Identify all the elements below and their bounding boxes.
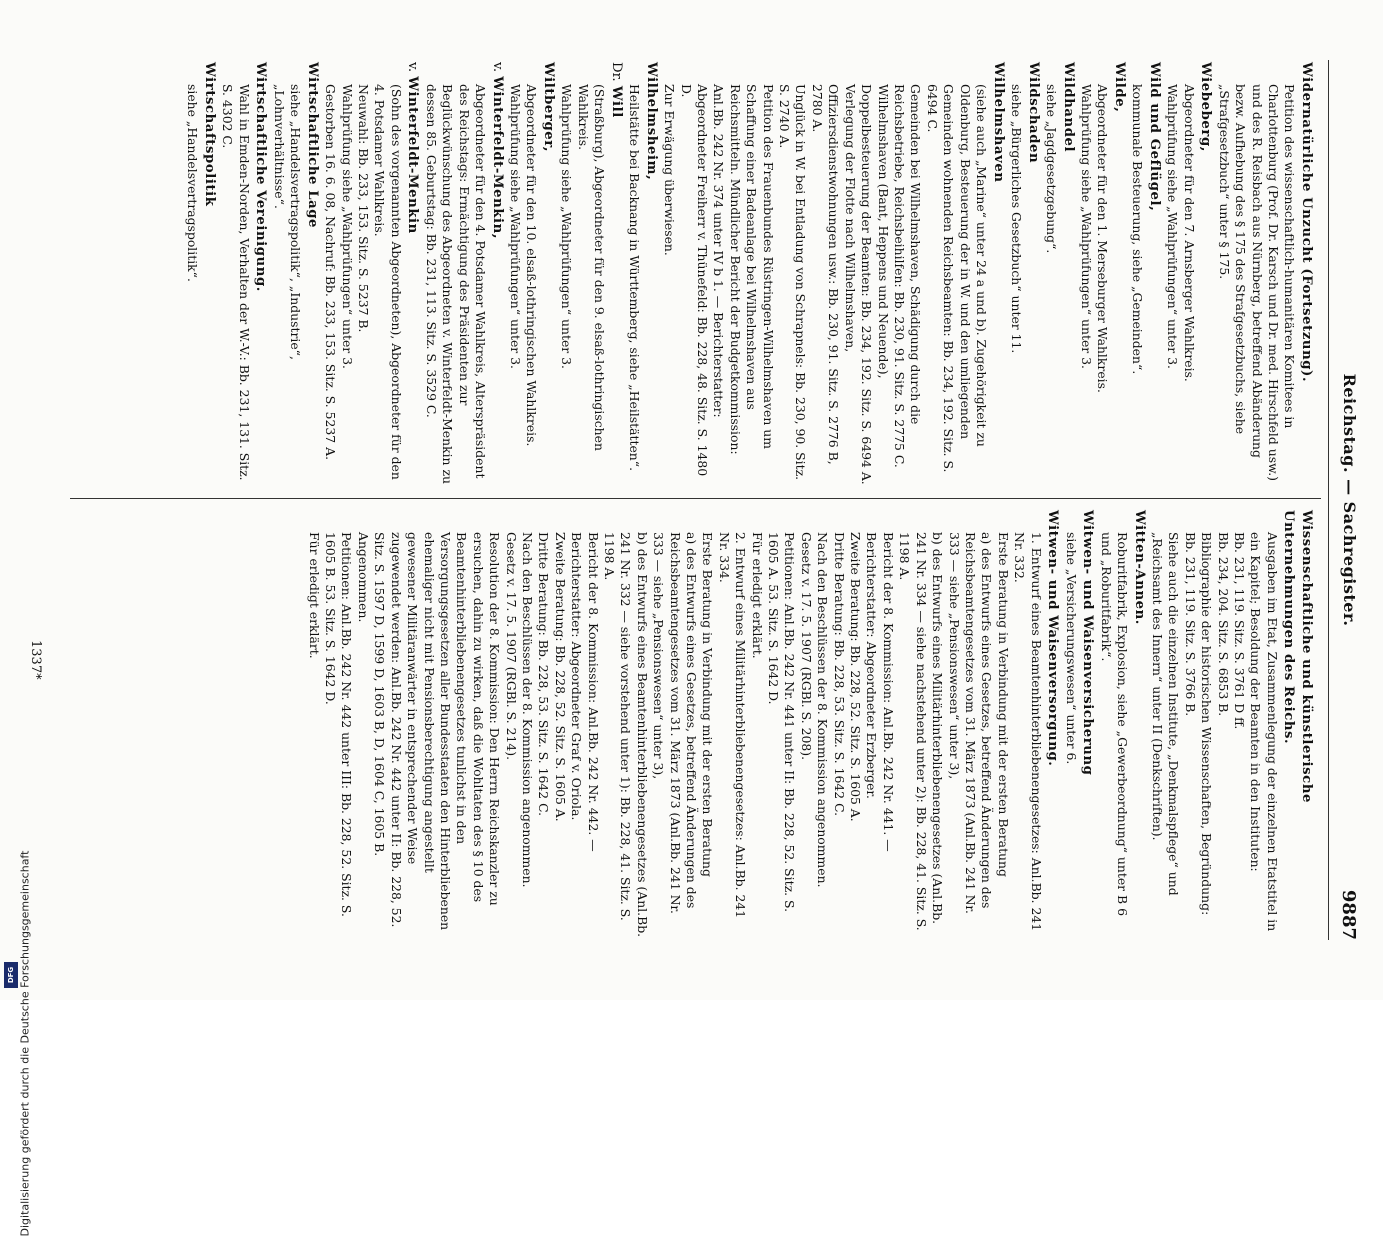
entry-line: b) des Entwurfs eines Militärhinterbliebenengesetzes (Anl.Bb. 241 Nr. 334 — siehe nachstehend unter 2): Bb. 228, 41. Sitz. S. 1198 A. [897, 532, 946, 931]
entry-line: a) des Entwurfs eines Gesetzes, betreffend Änderungen des Reichsbeamtengesetzes vom 31. März 1873 (Anl.Bb. 241 Nr. 333 — siehe „Pensionswesen“ unter 3), [946, 532, 995, 914]
entry-line: kommunale Besteuerung, siehe „Gemeinden“. [1130, 84, 1146, 375]
index-entry [219, 62, 269, 487]
entry-line: Erste Beratung in Verbindung mit der ersten Beratung [995, 532, 1011, 877]
index-entry [1078, 62, 1128, 487]
entry-line: Heilstätte bei Backnang in Württemberg, siehe „Heilstätten“. [627, 84, 643, 472]
entry-line: siehe „Jagdgesetzgebung“. [1043, 84, 1059, 254]
page-number: 9887 [1338, 889, 1359, 940]
index-entry [507, 62, 557, 487]
entry-line: Wahlprüfung siehe „Wahlprüfungen“ unter 3. [508, 84, 524, 369]
entry-line: Bb. 234, 204. Sitz. S. 6853 B. [1215, 532, 1231, 717]
index-entry [558, 62, 625, 487]
entry-headword: Wirtschaftspolitik [201, 62, 217, 207]
entry-headword: Wirtschaftliche Vereinigung. [253, 62, 269, 292]
entry-line: Zur Erwägung überwiesen. [662, 84, 678, 256]
entry-first-line [989, 62, 1007, 487]
entry-first-line [1130, 510, 1148, 938]
entry-line: Gesetz v. 17. 5. 1907 (RGBl. S. 208). [798, 532, 814, 761]
index-entry [661, 62, 1007, 487]
index-entry [422, 62, 505, 487]
index-entry [1129, 62, 1163, 487]
entry-headword: Witwen- und Waisenversicherung [1080, 510, 1096, 776]
entry-headword: Winterfeldt-Menkin [405, 76, 421, 234]
entry-line: Unglück in W. bei Entladung von Schrapnels: Bb. 230, 90. Sitz. S. 2740 A. [777, 84, 809, 481]
entry-line: Wilhelmshaven (Bant, Heppens und Neuende), Doppelbesteuerung der Beamten: Bb. 234, 192. Sitz. S. 6494 A. [859, 84, 891, 485]
entry-first-line [1110, 62, 1128, 487]
index-entry [1149, 510, 1315, 938]
entry-headword: Witwen- und Waisenversorgung. [1045, 510, 1061, 767]
entry-line: Ausgaben im Etat, Zusammenlegung der einzelnen Etatstitel in ein Kapitel; Besoldung der Beamten in den Instituten: [1248, 532, 1280, 932]
entry-first-line [1280, 510, 1315, 938]
index-entry [626, 62, 660, 487]
entry-headword: Witten-Annen. [1131, 510, 1147, 625]
dfg-logo-text: DFG [7, 966, 15, 984]
entry-first-line [303, 62, 321, 487]
entry-first-line [1044, 510, 1062, 938]
entry-line: b) des Entwurfs eines Beamtenhinterbliebenengesetzes (Anl.Bb. 241 Nr. 332 — siehe vorstehend unter 1): Bb. 228, 41. Sitz. S. 1198 A. [602, 532, 650, 938]
entry-line: Nach den Beschlüssen der 8. Kommission angenommen. [815, 532, 831, 888]
entry-line: Angenommen. [355, 532, 371, 623]
entry-line: Wahl in Emden-Norden, Verhalten der W.-V.: Bb. 231, 131. Sitz. S. 4302 C. [220, 84, 252, 481]
entry-line: a) des Entwurfs eines Gesetzes, betreffend Änderungen des Reichsbeamtengesetzes vom 31. März 1873 (Anl.Bb. 241 Nr. 333 — siehe „Pensionswesen“ unter 3), [651, 532, 700, 914]
entry-line: Siehe auch die einzelnen Institute, „Denkmalspflege“ und „Reichsamt des Innern“ unter II (Denkschriften). [1149, 532, 1182, 896]
funding-note: Digitalisierung gefördert durch die Deutsche Forschungsgemeinschaft [18, 850, 32, 1237]
printer-signature: 1337* [28, 640, 43, 680]
entry-headword: Wirtschaftliche Lage [304, 62, 320, 229]
entry-first-line [1145, 62, 1163, 487]
entry-line: Erste Beratung in Verbindung mit der ersten Beratung [700, 532, 716, 877]
entry-line: Roburitfabrik, Explosion, siehe „Gewerbeordnung“ unter B 6 und „Roburitfabrik“. [1098, 532, 1130, 916]
entry-line: Resolution der 8. Kommission: Den Herrn Reichskanzler zu ersuchen, dahin zu wirken, daß die Wohltaten des § 10 des Beamtenhinterbliebenengesetzes tunlichst in den Versorgungsgesetzen aller Bundesstaaten den Hinterbliebenen ehemaliger nicht mit Pensionsberechtigung angestellt gewesener Militäranwärter in entsprechender Weise zugewendet werden: Anl.Bb. 242 Nr. 442 unter II: Bb. 228, 52. Sitz. S. 1597 D, 1599 D, 1603 B, D, 1604 C, 1605 B. [372, 532, 503, 931]
entry-line: siehe „Handelsvertragspolitik“. [185, 84, 201, 282]
entry-first-line [252, 62, 270, 487]
entry-line: (siehe auch „Marine“ unter 24 a und b). Zugehörigkeit zu Oldenburg, Besteuerung der in W. und den umliegenden Gemeinden wohnenden Reichsbeamten: Bb. 234, 192. Sitz. S. 6494 C. [924, 84, 989, 473]
entry-line: Zweite Beratung: Bb. 228, 52. Sitz. S. 1605 A. [848, 532, 864, 822]
index-entry [184, 62, 218, 487]
column-divider [70, 498, 1321, 499]
entry-line: Verlegung der Flotte nach Wilhelmshaven, Offiziersdienstwohnungen usw.: Bb. 230, 91. Sitz. S. 2776 B, 2780 A. [809, 84, 858, 465]
entry-first-line [404, 62, 422, 487]
entry-line: Abgeordneter für den 7. Arnsberger Wahlkreis. [1181, 84, 1197, 382]
entry-line: Bibliographie der historischen Wissenschaften, Begründung: Bb. 231, 119. Sitz. S. 3766 B. [1182, 532, 1215, 916]
entry-line: Petitionen: Anl.Bb. 242 Nr. 441 unter II: Bb. 228, 52. Sitz. S. 1605 A. 53. Sitz. S. 1642 D. [766, 532, 798, 913]
entry-line: 2. Entwurf eines Militärhinterbliebenengesetzes: Anl.Bb. 241 Nr. 334. [716, 532, 749, 919]
entry-prefix: v. [405, 62, 421, 77]
entry-headword: Will [608, 85, 624, 118]
entry-line: Dritte Beratung: Bb. 228, 53. Sitz. S. 1642 C. [831, 532, 847, 817]
entry-line: siehe „Handelsvertragspolitik“, „Industrie“, „Lohnverhältnisse“. [271, 84, 304, 360]
entry-line: Für erledigt erklärt. [749, 532, 765, 659]
entry-line: Bericht der 8. Kommission: Anl.Bb. 242 Nr. 442. — Berichterstatter: Abgeordneter Graf v. Oriola. [569, 532, 601, 852]
entry-first-line [607, 62, 625, 487]
entry-first-line [1297, 62, 1315, 487]
entry-line: Petition des Frauenbundes Rüstringen-Wilhelmshaven um Schaffung einer Badeanlage bei Wilhelmshaven aus Reichsmitteln. Mündlicher Bericht der Budgetkommission: Anl.Bb. 242 Nr. 374 unter IV b 1. — Berichterstatter: Abgeordneter Freiherr v. Thünefeld: Bb. 228, 48. Sitz. S. 1480 D. [678, 84, 776, 477]
entry-line: Gemeinden bei Wilhelmshaven, Schädigung durch die Reichsbetriebe, Reichsbeihilfen: Bb. 230, 91. Sitz. S. 2775 C. [891, 84, 924, 468]
entry-first-line [1059, 62, 1077, 487]
entry-headword: Winterfeldt-Menkin, [489, 76, 505, 240]
entry-line: (Sohn des vorgenannten Abgeordneten), Abgeordneter für den 4. Potsdamer Wahlkreis. [372, 84, 404, 480]
entry-headword: Wild und Geflügel, [1146, 62, 1162, 212]
entry-first-line [539, 62, 557, 487]
entry-first-line [200, 62, 218, 487]
page-title: Reichstag. — Sachregister. [1340, 373, 1359, 627]
index-entry [1164, 62, 1214, 487]
entry-line: Zweite Beratung: Bb. 228, 52. Sitz. S. 1605 A. [552, 532, 568, 822]
index-entry [1008, 62, 1042, 487]
entry-headword: Wilde, [1111, 62, 1127, 113]
index-entry [1062, 510, 1096, 938]
entry-headword: Widernatürliche Unzucht (Fortsetzung). [1299, 62, 1314, 383]
entry-first-line [1024, 62, 1042, 487]
entry-prefix: Dr. [608, 62, 624, 86]
index-entry [1043, 62, 1077, 487]
right-column [304, 510, 1315, 938]
entry-line: Nach den Beschlüssen der 8. Kommission angenommen. [519, 532, 535, 888]
index-entry [305, 510, 1061, 938]
entry-headword: Wildhandel [1060, 62, 1076, 153]
entry-headword: Wilhelmshaven [990, 62, 1006, 183]
entry-line: Dritte Beratung: Bb. 228, 53. Sitz. S. 1642 C. [536, 532, 552, 817]
index-entry [1215, 62, 1315, 487]
entry-headword: Wiebeberg, [1198, 62, 1214, 152]
entry-line: siehe „Bürgerliches Gesetzbuch“ unter 11. [1008, 84, 1024, 354]
entry-first-line [1079, 510, 1097, 938]
entry-line: 1. Entwurf eines Beamtenhinterbliebenengesetzes: Anl.Bb. 241 Nr. 332. [1012, 532, 1044, 932]
entry-prefix: v. [489, 62, 505, 77]
entry-headword: Wiltberger, [541, 62, 557, 153]
entry-line: Wahlprüfung siehe „Wahlprüfungen“ unter 3. [559, 84, 575, 369]
entry-line: Petition des wissenschaftlich-humanitären Komitees in Charlottenburg (Prof. Dr. Karsch und Dr. med. Hirschfeld usw.) und des R. Reisbach aus Nürnberg, betreffend Abänderung bezw. Aufhebung des § 175 des Strafgesetzbuchs, siehe „Strafgesetzbuch“ unter § 175. [1216, 84, 1298, 481]
entry-line: Neuwahl: Bb. 233, 153. Sitz. S. 5237 B. [356, 84, 371, 333]
entry-line: Abgeordneter für den 1. Merseburger Wahlkreis. [1095, 84, 1111, 393]
entry-first-line [642, 62, 660, 487]
entry-line: Wahlprüfung siehe „Wahlprüfungen“ unter 3. [1078, 84, 1094, 369]
entry-first-line [1197, 62, 1215, 487]
left-column [183, 62, 1315, 487]
entry-line: Bb. 231, 119. Sitz. S. 3761 D ff. [1232, 532, 1247, 730]
entry-headword: Wilhelmsheim, [643, 62, 659, 181]
entry-line: Abgeordneter für den 10. elsaß-lothringischen Wahlkreis. [524, 84, 540, 447]
entry-line: Petitionen: Anl.Bb. 242 Nr. 442 unter III: Bb. 228, 52. Sitz. S. 1605 B. 53. Sitz. S. 1642 D. [323, 532, 355, 917]
entry-first-line [488, 62, 506, 487]
index-entry [270, 62, 320, 487]
index-entry [1097, 510, 1147, 938]
entry-line: Bericht der 8. Kommission: Anl.Bb. 242 Nr. 441. — Berichterstatter: Abgeordneter Erzberger. [864, 532, 896, 852]
entry-line: Gestorben 16. 6. 08, Nachruf: Bb. 233, 153. Sitz. S. 5237 A. [323, 84, 339, 461]
index-entry [322, 62, 422, 487]
entry-line: Gesetz v. 17. 5. 1907 (RGBl. S. 214). [503, 532, 519, 761]
entry-line: Abgeordneter für den 4. Potsdamer Wahlkreis, Alterspräsident des Reichstags: Ermächtigung des Präsidenten zur Beglückwünschung des Abgeordneten v. Winterfeldt-Menkin zu dessen 85. Geburtstag: Bb. 231, 113. Sitz. S. 3529 C. [423, 84, 489, 484]
entry-headword: Wildschaden [1025, 62, 1041, 164]
entry-line: siehe „Versicherungswesen“ unter 6. [1063, 532, 1079, 765]
page-header [1328, 60, 1365, 940]
entry-line: Für erledigt erklärt. [306, 532, 322, 659]
entry-line: Wahlprüfung siehe „Wahlprüfungen“ unter 3. [339, 84, 355, 369]
entry-line: (Straßburg), Abgeordneter für den 9. elsaß-lothringischen Wahlkreis. [575, 84, 608, 451]
entry-headword: Wissenschaftliche und künstlerische Unternehmungen des Reichs. [1281, 510, 1314, 803]
entry-line: Wahlprüfung siehe „Wahlprüfungen“ unter 3. [1165, 84, 1181, 369]
